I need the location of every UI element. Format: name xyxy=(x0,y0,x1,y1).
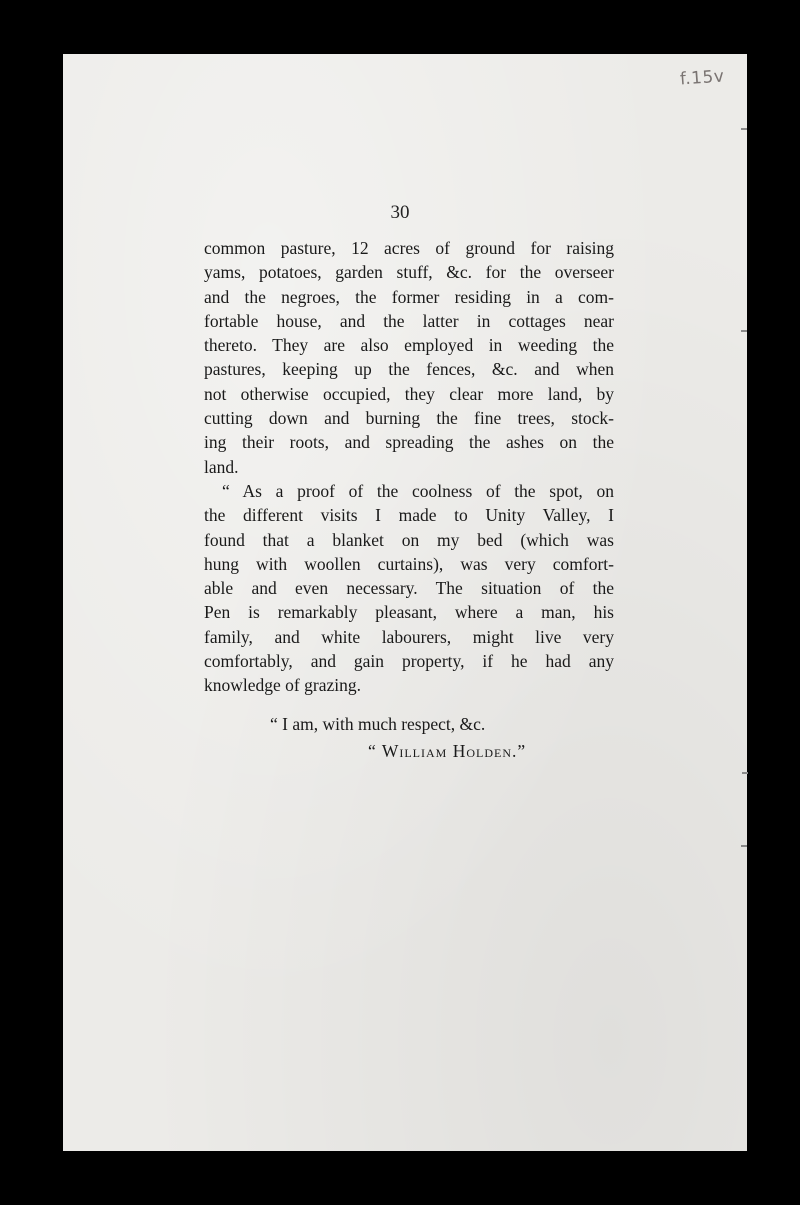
body-text xyxy=(204,236,614,698)
text-line: and the negroes, the former residing in a com- xyxy=(204,286,614,307)
text-line: Pen is remarkably pleasant, where a man, his xyxy=(204,602,614,623)
text-line: not otherwise occupied, they clear more land, by xyxy=(204,383,614,404)
text-line: family, and white labourers, might live very xyxy=(204,626,614,647)
text-line: “ As a proof of the coolness of the spot, on xyxy=(222,480,614,501)
edge-mark xyxy=(741,845,747,847)
paragraph-1 xyxy=(204,236,614,479)
page-number: 30 xyxy=(390,202,410,223)
text-line: hung with woollen curtains), was very comfort- xyxy=(204,553,614,574)
archival-folio-mark: f.15v xyxy=(679,66,726,90)
text-line: found that a blanket on my bed (which was xyxy=(204,529,614,550)
text-line: common pasture, 12 acres of ground for raising xyxy=(204,238,614,258)
letter-closing: “ I am, with much respect, &c. xyxy=(270,714,486,734)
text-line: the different visits I made to Unity Valley, I xyxy=(204,505,614,526)
text-line: fortable house, and the latter in cottages near xyxy=(204,310,614,331)
edge-mark xyxy=(741,128,747,130)
text-line: thereto. They are also employed in weeding the xyxy=(204,335,614,356)
letter-signature: “ William Holden.” xyxy=(368,741,527,761)
text-line: pastures, keeping up the fences, &c. and when xyxy=(204,359,614,380)
edge-mark xyxy=(741,330,747,332)
edge-mark xyxy=(742,772,748,774)
text-line: cutting down and burning the fine trees, stock- xyxy=(204,408,614,429)
text-line: knowledge of grazing. xyxy=(204,675,361,696)
paragraph-2 xyxy=(204,479,614,698)
text-line: ing their roots, and spreading the ashes on the xyxy=(204,432,614,453)
text-line: comfortably, and gain property, if he had any xyxy=(204,651,614,672)
text-line: able and even necessary. The situation of the xyxy=(204,578,614,599)
text-line: land. xyxy=(204,456,239,477)
text-line: yams, potatoes, garden stuff, &c. for the overseer xyxy=(204,262,614,283)
